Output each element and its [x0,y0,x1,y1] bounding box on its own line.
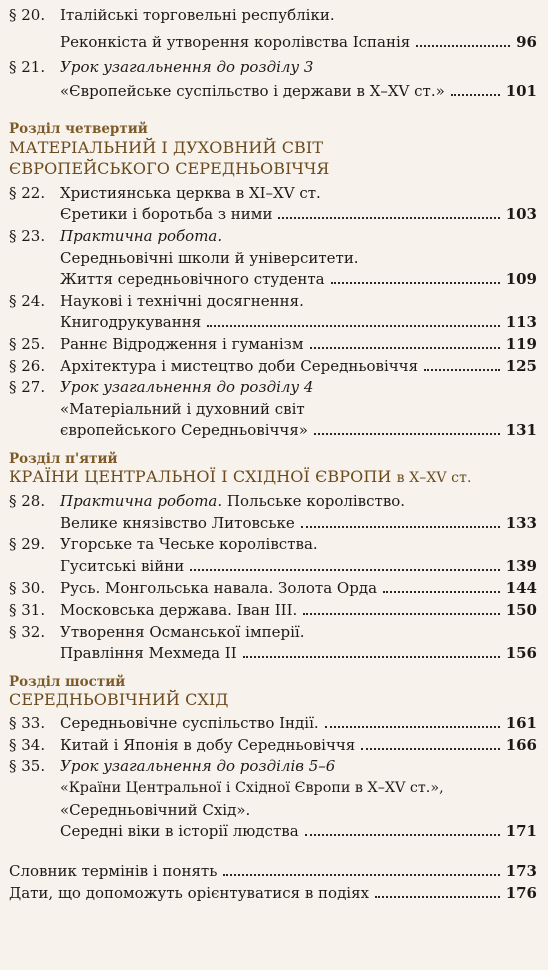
entry-title: Середні віки в історії людства [60,822,299,840]
page-number: 176 [505,884,537,902]
entry-title: Наукові і технічні досягнення. [60,292,304,310]
toc-entry-30[interactable] [0,577,548,599]
entry-title: Середньовічні школи й університети. [60,249,359,267]
leader-dots [314,433,500,435]
toc-entry-29-cont[interactable] [0,555,548,577]
paragraph-number: § 33. [9,714,46,732]
leader-dots [310,347,500,349]
leader-dots [303,613,499,615]
leader-dots [207,325,499,327]
page-number: 103 [505,205,537,223]
entry-title: Дати, що допоможуть орієнтуватися в подіях [9,884,370,902]
entry-title: Життя середньовічного студента [60,270,325,288]
page-number: 96 [516,33,537,51]
entry-title: Урок узагальнення до розділу 4 [60,378,314,396]
paragraph-number: § 27. [9,378,46,396]
paragraph-number: § 29. [9,535,46,553]
toc-entry-35[interactable] [0,755,548,777]
toc-entry-32[interactable] [0,621,548,643]
toc-entry-23-cont2[interactable] [0,268,548,290]
page-number: 119 [505,335,537,353]
entry-title: Московська держава. Іван III. [60,601,298,619]
paragraph-number: § 21. [9,58,46,76]
entry-title: Урок узагальнення до розділу 3 [60,58,314,76]
leader-dots [305,834,500,836]
entry-title: Італійські торговельні республіки. [60,6,335,24]
leader-dots [190,569,499,571]
toc-entry-20[interactable] [0,4,548,26]
entry-title: Гуситські війни [60,557,185,575]
paragraph-number: § 32. [9,623,46,641]
toc-entry-21-cont[interactable] [0,80,548,102]
page-number: 125 [505,357,537,375]
toc-entry-24-cont[interactable] [0,311,548,333]
toc-entry-26[interactable] [0,355,548,377]
toc-entry-35-cont[interactable] [0,777,548,799]
toc-entry-24[interactable] [0,290,548,312]
toc-entry-23-cont[interactable] [0,247,548,269]
entry-title: Угорське та Чеське королівства. [60,535,318,553]
page-number: 161 [505,714,537,732]
page-number: 133 [505,514,537,532]
section-title-dates: в X–XV ст. [396,470,472,486]
section-label: Розділ четвертий [9,121,148,137]
leader-dots [223,874,499,876]
section-title: ЄВРОПЕЙСЬКОГО СЕРЕДНЬОВІЧЧЯ [9,159,330,178]
entry-title: європейського Середньовіччя» [60,421,308,439]
page-number: 144 [505,579,537,597]
entry-title: Русь. Монгольська навала. Золота Орда [60,579,378,597]
entry-title: Практична робота. [60,227,223,245]
entry-title: Утворення Османської імперії. [60,623,305,641]
page-number: 131 [505,421,537,439]
leader-dots [301,526,500,528]
paragraph-number: § 25. [9,335,46,353]
page-number: 171 [505,822,537,840]
toc-entry-dates[interactable] [0,882,548,904]
entry-title-italic: Практична робота. [60,492,223,510]
section-title: СЕРЕДНЬОВІЧНИЙ СХІД [9,690,229,709]
paragraph-number: § 28. [9,492,46,510]
paragraph-number: § 26. [9,357,46,375]
section-label: Розділ п'ятий [9,451,118,467]
section-title-main: КРАЇНИ ЦЕНТРАЛЬНОЇ І СХІДНОЇ ЄВРОПИ [9,467,392,486]
leader-dots [278,217,499,219]
toc-entry-34[interactable] [0,734,548,756]
page-number: 166 [505,736,537,754]
leader-dots [375,896,500,898]
toc-entry-20-cont[interactable] [0,31,548,53]
paragraph-number: § 34. [9,736,46,754]
toc-entry-22-cont[interactable] [0,203,548,225]
paragraph-number: § 24. [9,292,46,310]
leader-dots [416,45,510,47]
page-number: 113 [505,313,537,331]
toc-entry-28-cont[interactable] [0,512,548,534]
toc-entry-27-cont2[interactable] [0,419,548,441]
toc-entry-35-cont2[interactable] [0,799,548,821]
entry-title: Раннє Відродження і гуманізм [60,335,304,353]
entry-title: Реконкіста й утворення королівства Іспанія [60,33,411,51]
toc-entry-22[interactable] [0,182,548,204]
page-number: 156 [505,644,537,662]
toc-entry-33[interactable] [0,712,548,734]
entry-title: «Середньовічний Схід». [60,801,251,819]
toc-entry-glossary[interactable] [0,860,548,882]
entry-title: Правління Мехмеда II [60,644,237,662]
entry-title: Словник термінів і понять [9,862,218,880]
section-title: МАТЕРІАЛЬНИЙ І ДУХОВНИЙ СВІТ [9,138,324,157]
toc-entry-29[interactable] [0,533,548,555]
leader-dots [451,94,500,96]
entry-title: Польське королівство. [222,492,406,510]
toc-entry-21[interactable] [0,56,548,78]
entry-title: Книгодрукування [60,313,202,331]
section-title [9,466,472,489]
toc-entry-28[interactable] [0,490,548,512]
page-number: 109 [505,270,537,288]
entry-title: Християнська церква в XI–XV ст. [60,184,321,202]
paragraph-number: § 22. [9,184,46,202]
paragraph-number: § 31. [9,601,46,619]
entry-title: Єретики і боротьба з ними [60,205,273,223]
entry-title: «Країни Центральної і Східної Європи в X–XV ст.», [60,780,444,796]
toc-entry-27-cont[interactable] [0,398,548,420]
toc-entry-23[interactable] [0,225,548,247]
section-label: Розділ шостий [9,674,126,690]
page-number: 150 [505,601,537,619]
paragraph-number: § 23. [9,227,46,245]
entry-title: «Європейське суспільство і держави в X–XV ст.» [60,82,445,100]
leader-dots [424,369,500,371]
paragraph-number: § 20. [9,6,46,24]
entry-title: Урок узагальнення до розділів 5–6 [60,757,336,775]
paragraph-number: § 30. [9,579,46,597]
page-number: 173 [505,862,537,880]
leader-dots [325,726,500,728]
toc-entry-25[interactable] [0,333,548,355]
toc-entry-35-cont3[interactable] [0,820,548,842]
leader-dots [361,748,499,750]
page-number: 139 [505,557,537,575]
entry-title: Китай і Японія в добу Середньовіччя [60,736,356,754]
entry-title: «Матеріальний і духовний світ [60,400,305,418]
leader-dots [383,591,500,593]
page-number: 101 [505,82,537,100]
leader-dots [243,656,500,658]
paragraph-number: § 35. [9,757,46,775]
entry-title: Середньовічне суспільство Індії. [60,714,319,732]
leader-dots [331,282,500,284]
toc-entry-27[interactable] [0,376,548,398]
toc-entry-31[interactable] [0,599,548,621]
entry-title: Архітектура і мистецтво доби Середньовіччя [60,357,419,375]
toc-entry-32-cont[interactable] [0,642,548,664]
entry-title: Велике князівство Литовське [60,514,295,532]
